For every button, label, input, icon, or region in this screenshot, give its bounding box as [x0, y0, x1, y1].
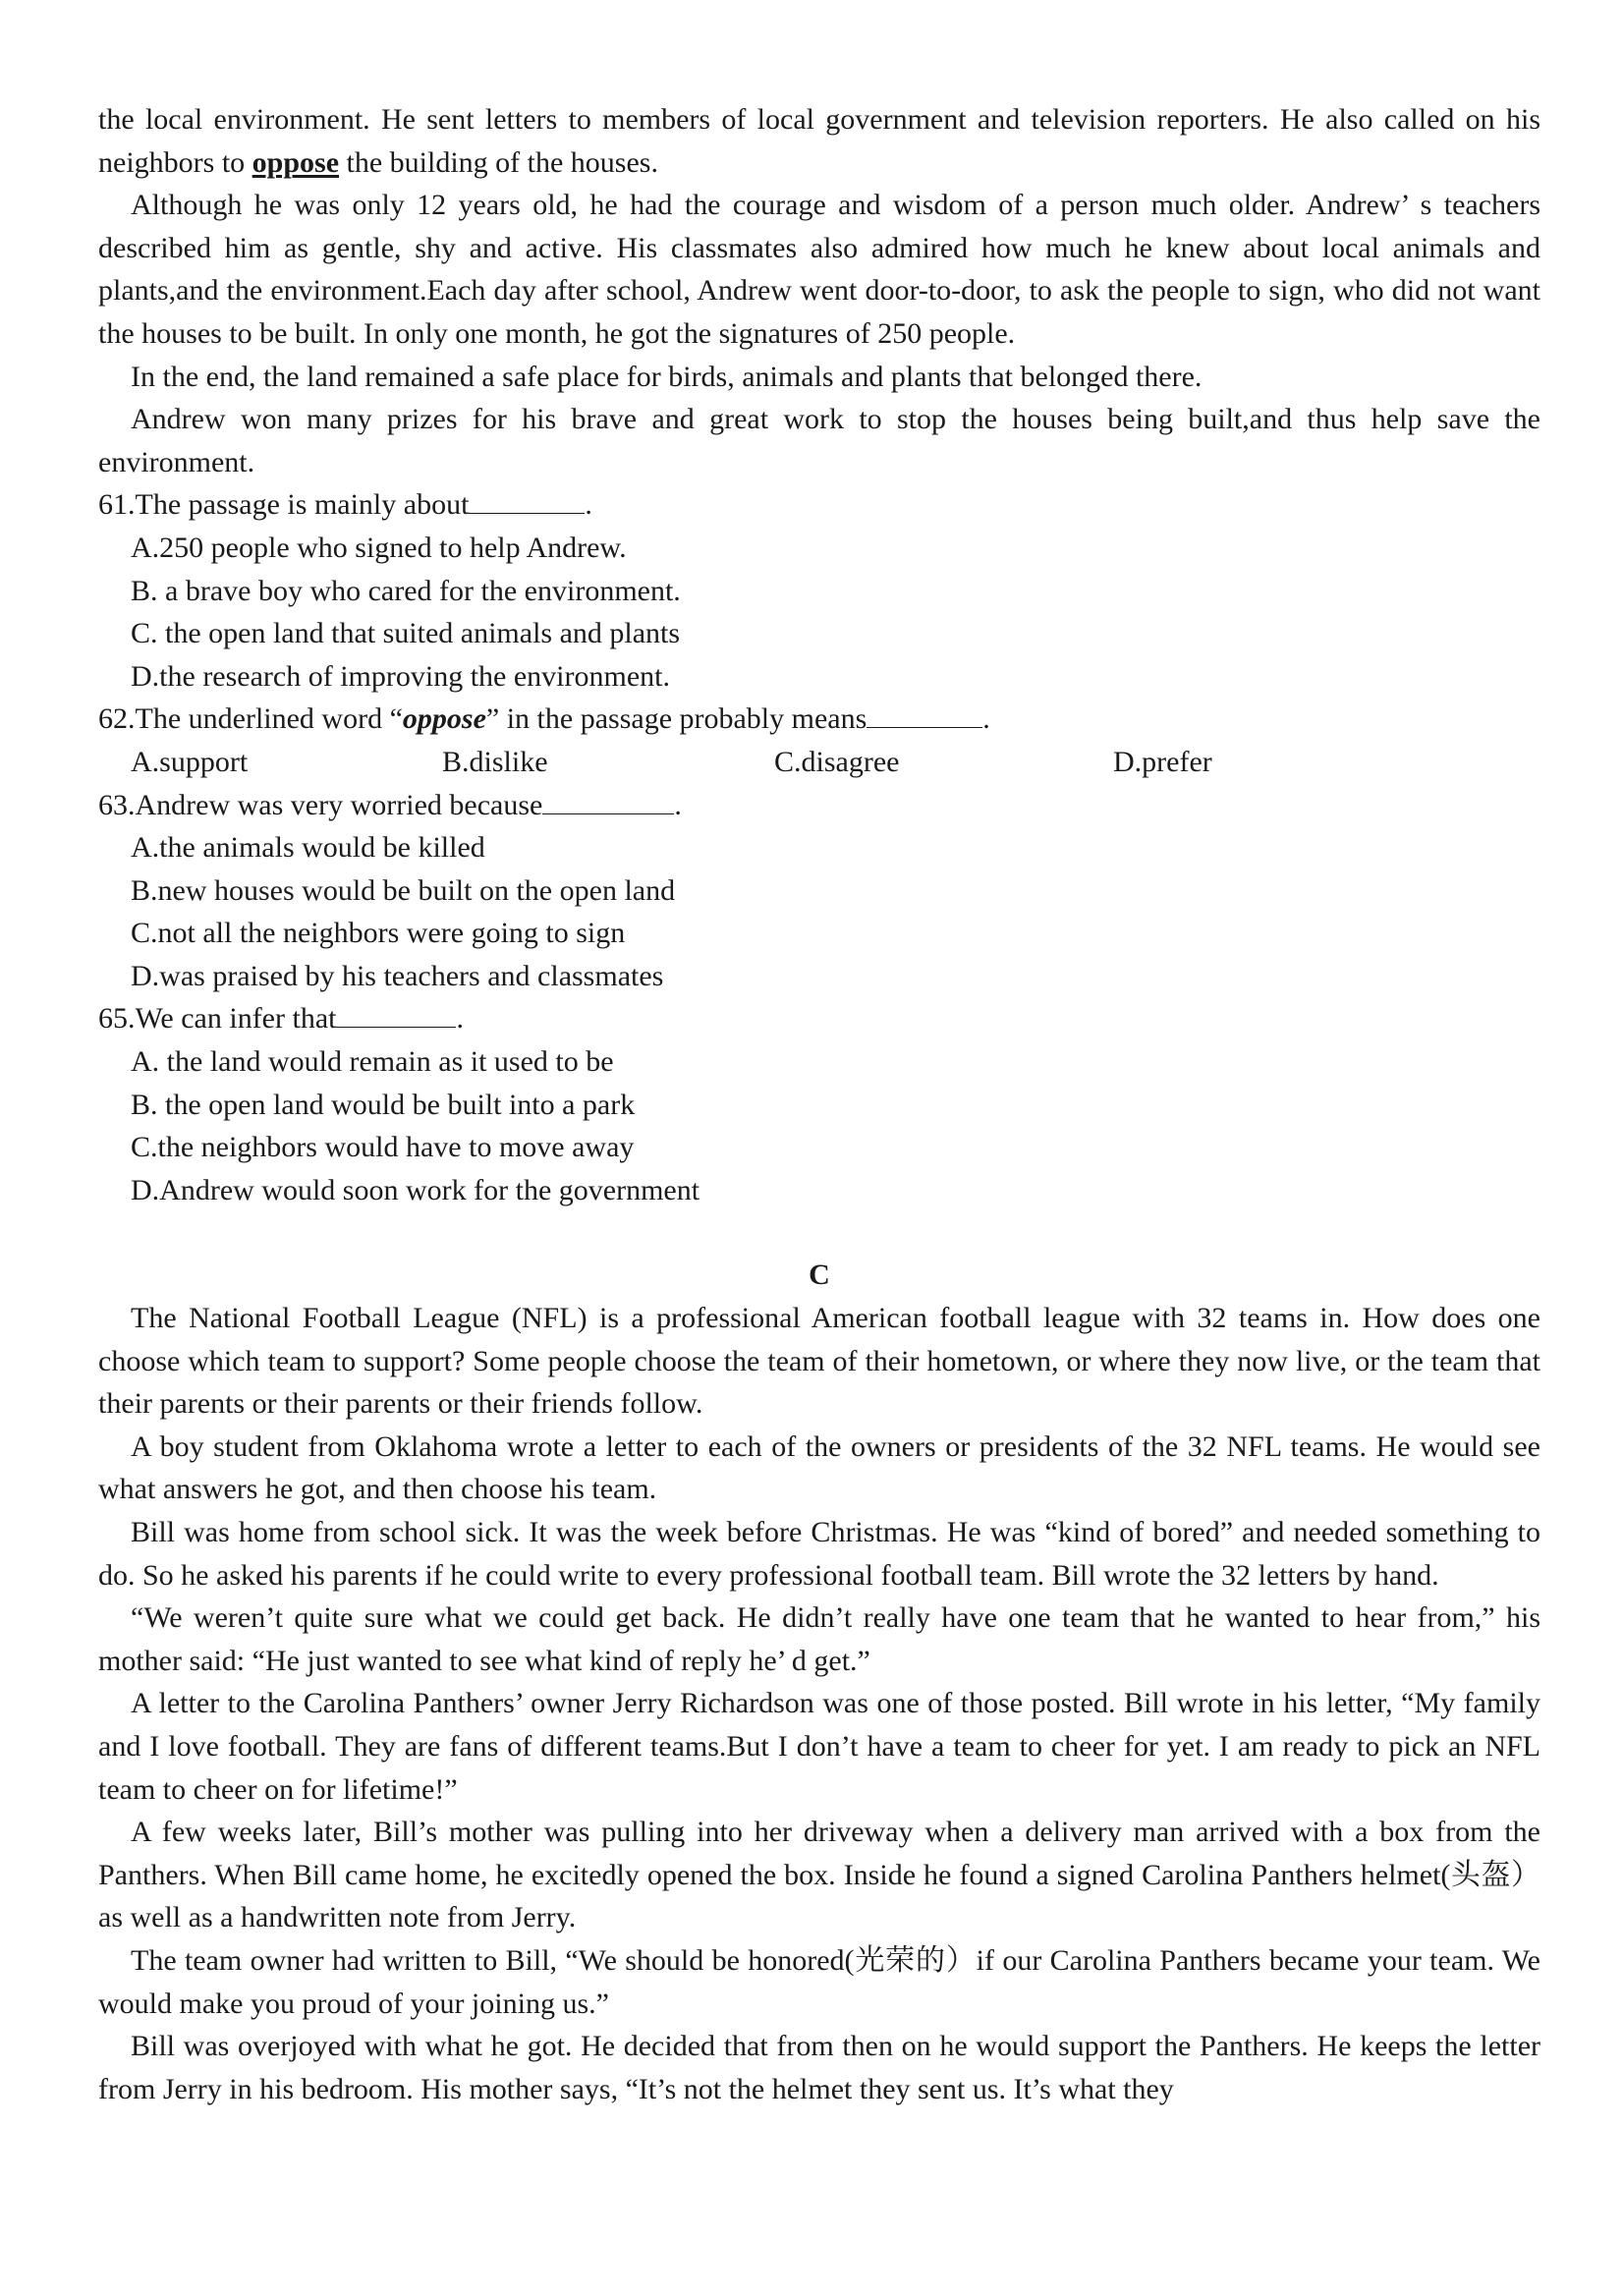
section-spacer	[98, 1211, 1540, 1254]
stem-text: 62.The underlined word “	[98, 702, 403, 736]
option-a: A.support	[131, 745, 249, 778]
underlined-word-oppose: oppose	[252, 145, 340, 179]
question-stem	[98, 784, 1540, 827]
passage-c-paragraph-6: A few weeks later, Bill’s mother was pulling into her driveway when a delivery man arrived with a box from the Panthers. When Bill came home, he excitedly opened the box. Inside he found a signed Carolina Panthers helmet(头盔）as well as a handwritten note from Jerry.	[98, 1816, 1540, 1934]
question-stem	[98, 483, 1540, 527]
stem-text: 63.Andrew was very worried because	[98, 788, 543, 821]
option-a: A.250 people who signed to help Andrew.	[131, 531, 627, 564]
question-61	[98, 483, 1540, 698]
option-b: B.dislike	[442, 745, 548, 778]
passage-b-paragraph-3: In the end, the land remained a safe place for birds, animals and plants that belonged there.	[131, 360, 1203, 393]
question-65	[98, 997, 1540, 1211]
stem-text: 61.The passage is mainly about	[98, 488, 470, 522]
stem-text: 65.We can infer that	[98, 1002, 337, 1036]
paragraph-text: the local environment. He sent letters to members of local government and television reporters. He also called on his neighbors to	[98, 103, 1540, 179]
keyword-oppose: oppose	[402, 702, 486, 736]
passage-b-paragraph-2: Although he was only 12 years old, he had the courage and wisdom of a person much older. Andrew’ s teachers described him as gentle, shy and active. His classmates also admired how much he knew about local animals and plants,and the environment.Each day after school, Andrew went door-to-door, to ask the people to sign, who did not want the houses to be built. In only one month, he got the signatures of 250 people.	[98, 189, 1540, 350]
answer-blank	[336, 1001, 456, 1028]
passage-b-paragraph-4: Andrew won many prizes for his brave and great work to stop the houses being built,and thus help save the environment.	[98, 403, 1540, 478]
passage-c-paragraph-3: Bill was home from school sick. It was the week before Christmas. He was “kind of bored” and needed something to do. So he asked his parents if he could write to every professional football team. Bill wrote the 32 letters by hand.	[98, 1516, 1540, 1592]
option-c: C.not all the neighbors were going to sign	[131, 917, 626, 950]
passage-c-paragraph-4: “We weren’t quite sure what we could get back. He didn’t really have one team that he wanted to hear from,” his mother said: “He just wanted to see what kind of reply he’ d get.”	[98, 1601, 1540, 1677]
option-c: C. the open land that suited animals and plants	[131, 617, 681, 650]
passage-b-paragraph-1	[98, 98, 1540, 184]
passage-c-paragraph-8: Bill was overjoyed with what he got. He decided that from then on he would support the Panthers. He keeps the letter from Jerry in his bedroom. His mother says, “It’s not the helmet they sent us. It’s what they	[98, 2030, 1540, 2105]
stem-end: .	[982, 702, 990, 736]
stem-end: .	[674, 788, 682, 821]
option-c: C.the neighbors would have to move away	[131, 1131, 635, 1164]
answer-blank	[542, 788, 674, 814]
option-b: B. a brave boy who cared for the environment.	[131, 574, 681, 607]
answer-blank	[469, 487, 585, 514]
option-b: B.new houses would be built on the open land	[131, 873, 676, 907]
option-a: A.the animals would be killed	[131, 831, 485, 865]
passage-c-paragraph-5: A letter to the Carolina Panthers’ owner Jerry Richardson was one of those posted. Bill wrote in his letter, “My family and I love football. They are fans of different teams.But I don’t have a team to cheer for yet. I am ready to pick an NFL team to cheer on for lifetime!”	[98, 1687, 1540, 1806]
stem-end: .	[456, 1002, 464, 1036]
stem-text: ” in the passage probably means	[485, 702, 867, 736]
option-a: A. the land would remain as it used to be	[131, 1045, 614, 1079]
question-63	[98, 784, 1540, 998]
paragraph-text: the building of the houses.	[339, 145, 658, 179]
option-d: D.the research of improving the environment.	[131, 659, 670, 693]
stem-end: .	[585, 488, 592, 522]
option-b: B. the open land would be built into a park	[131, 1088, 636, 1121]
section-heading: C	[809, 1259, 830, 1292]
option-d: D.Andrew would soon work for the government	[131, 1173, 700, 1206]
options-row	[98, 741, 1540, 784]
passage-c-paragraph-1: The National Football League (NFL) is a professional American football league with 32 teams in. How does one choose which team to support? Some people choose the team of their hometown, or where they now live, or the team that their parents or their parents or their friends follow.	[98, 1302, 1540, 1421]
passage-c-paragraph-7: The team owner had written to Bill, “We should be honored(光荣的）if our Carolina Panthers became your team. We would make you proud of your joining us.”	[98, 1943, 1540, 2020]
passage-c-paragraph-2: A boy student from Oklahoma wrote a letter to each of the owners or presidents of the 32 NFL teams. He would see what answers he got, and then choose his team.	[98, 1429, 1540, 1506]
question-stem	[98, 698, 1540, 741]
exam-page	[98, 98, 1540, 2110]
option-d: D.prefer	[1113, 745, 1212, 778]
option-c: C.disagree	[774, 745, 900, 778]
answer-blank	[867, 701, 982, 728]
question-62	[98, 698, 1540, 783]
question-stem	[98, 997, 1540, 1040]
option-d: D.was praised by his teachers and classmates	[131, 959, 664, 992]
